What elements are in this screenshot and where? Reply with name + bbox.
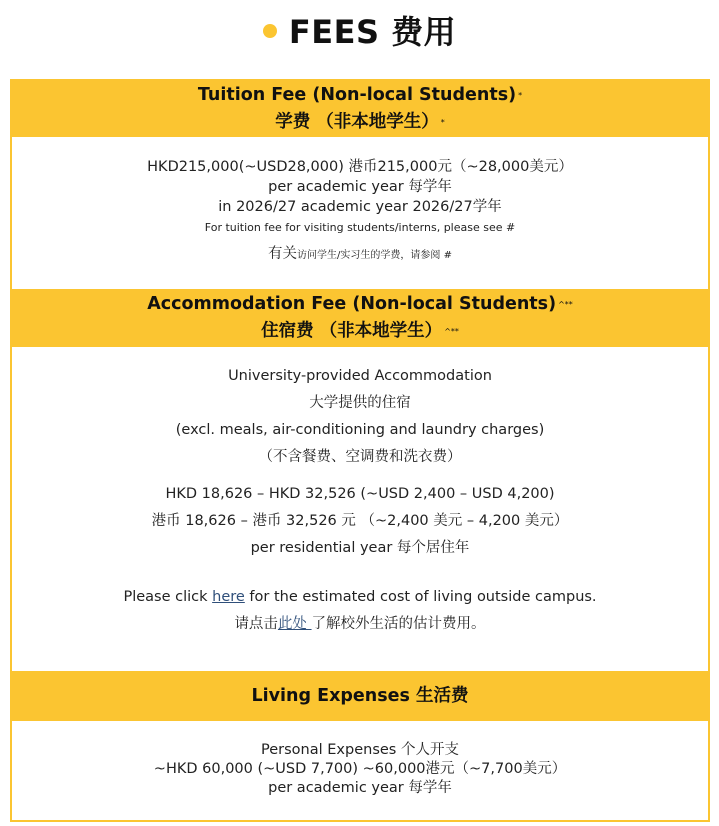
visiting-note-zh: 访问学生/实习生的学费，请参阅 # (297, 250, 452, 261)
tuition-title-zh: 学费 （非本地学生） (275, 112, 439, 132)
living-body (12, 741, 708, 798)
tuition-year-line: in 2026/27 academic year 2026/27学年 (218, 199, 502, 215)
tuition-title-en-mark: * (518, 91, 523, 100)
page-heading (0, 8, 719, 52)
living-amount: ~HKD 60,000 (~USD 7,700) ~60,000港元（~7,700美元） (153, 761, 567, 777)
tuition-fee-line: HKD215,000(~USD28,000) 港币215,000元（~28,000美元） (147, 159, 573, 175)
tuition-title-zh-mark: * (440, 118, 445, 127)
excl-zh: （不含餐费、空调费和洗衣费） (258, 449, 462, 465)
range-en: HKD 18,626 – HKD 32,526 (~USD 2,400 – USD 4,200) (165, 486, 555, 502)
visiting-note-zh-line (12, 239, 708, 271)
accommodation-title-en: Accommodation Fee (Non-local Students) (147, 294, 557, 314)
visiting-note-zh-lead: 有关 (268, 246, 298, 262)
here-link-zh[interactable]: 此处 (277, 616, 312, 632)
living-header (12, 671, 708, 721)
excl-en: (excl. meals, air-conditioning and laundry charges) (175, 422, 545, 438)
accommodation-title-en-mark: ^** (558, 300, 573, 309)
tuition-title-en: Tuition Fee (Non-local Students) (197, 85, 517, 105)
living-period: per academic year 每学年 (268, 780, 452, 796)
provided-en: University-provided Accommodation (228, 368, 492, 384)
tuition-period-line: per academic year 每学年 (268, 179, 452, 195)
click-en-line: Please click here for the estimated cost of living outside campus. (123, 589, 597, 605)
residential-period: per residential year 每个居住年 (250, 540, 470, 556)
tuition-header (12, 81, 708, 137)
accommodation-title-zh: 住宿费 （非本地学生） (261, 321, 443, 341)
bullet-dot-icon (263, 24, 277, 38)
personal-expenses: Personal Expenses 个人开支 (261, 742, 459, 758)
here-link[interactable]: here (212, 589, 245, 605)
click-zh-line: 请点击此处 了解校外生活的估计费用。 (234, 616, 486, 632)
accommodation-header (12, 289, 708, 347)
provided-zh: 大学提供的住宿 (309, 395, 411, 411)
range-zh: 港币 18,626 – 港币 32,526 元 （~2,400 美元 – 4,200 美元） (151, 513, 569, 529)
tuition-body (12, 157, 708, 271)
page-title: FEES 费用 (288, 13, 457, 51)
visiting-note-en: For tuition fee for visiting students/interns, please see # (204, 221, 516, 234)
accommodation-body (12, 363, 708, 638)
fees-panel (10, 79, 710, 822)
accommodation-title-zh-mark: ^** (444, 327, 459, 336)
living-title: Living Expenses 生活费 (251, 685, 469, 706)
